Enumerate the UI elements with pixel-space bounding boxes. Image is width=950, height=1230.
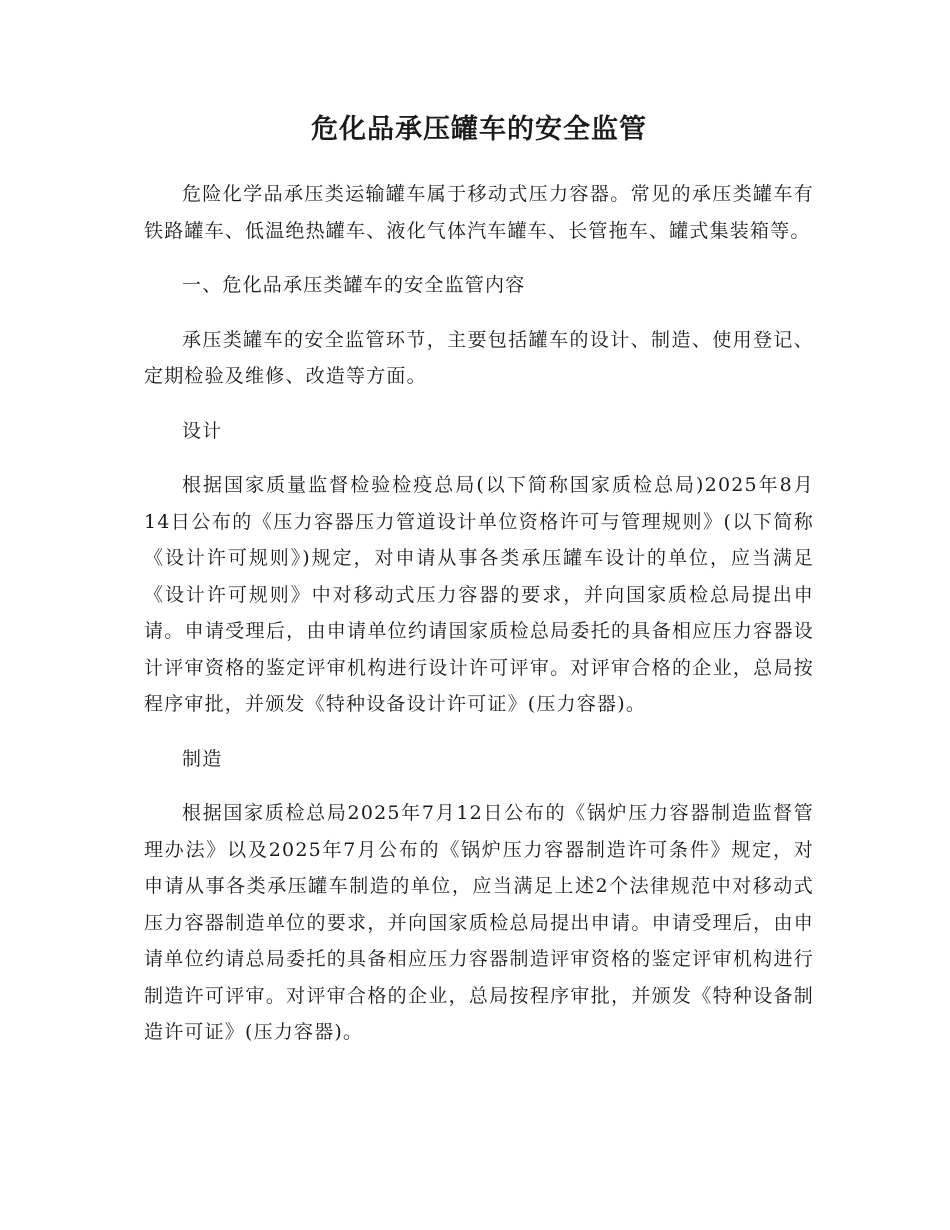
manufacture-paragraph: 根据国家质检总局2025年7月12日公布的《锅炉压力容器制造监督管理办法》以及2025年7月公布的《锅炉压力容器制造许可条件》规定，对申请从事各类承压罐车制造的单位，应当满足上述2个法律规范中对移动式压力容器制造单位的要求，并向国家质检总局提出申请。申请受理后，由申请单位约请总局委托的具备相应压力容器制造评审资格的鉴定评审机构进行制造许可评审。对评审合格的企业，总局按程序审批，并颁发《特种设备制造许可证》(压力容器)。 (144, 802, 814, 1043)
design-heading: 设计 (182, 419, 223, 442)
section1-intro-paragraph: 承压类罐车的安全监管环节，主要包括罐车的设计、制造、使用登记、定期检验及维修、改造等方面。 (144, 328, 814, 387)
section1-heading: 一、危化品承压类罐车的安全监管内容 (182, 274, 526, 296)
intro-paragraph: 危险化学品承压类运输罐车属于移动式压力容器。常见的承压类罐车有铁路罐车、低温绝热罐车、液化气体汽车罐车、长管拖车、罐式集装箱等。 (144, 183, 814, 242)
document-page (144, 110, 814, 1069)
document-title: 危化品承压罐车的安全监管 (311, 114, 647, 145)
manufacture-heading: 制造 (182, 747, 223, 770)
design-paragraph: 根据国家质量监督检验检疫总局(以下简称国家质检总局)2025年8月14日公布的《压力容器压力管道设计单位资格许可与管理规则》(以下简称《设计许可规则》)规定，对申请从事各类承压罐车设计的单位，应当满足《设计许可规则》中对移动式压力容器的要求，并向国家质检总局提出申请。申请受理后，由申请单位约请国家质检总局委托的具备相应压力容器设计评审资格的鉴定评审机构进行设计许可评审。对评审合格的企业，总局按程序审批，并颁发《特种设备设计许可证》(压力容器)。 (144, 474, 814, 715)
